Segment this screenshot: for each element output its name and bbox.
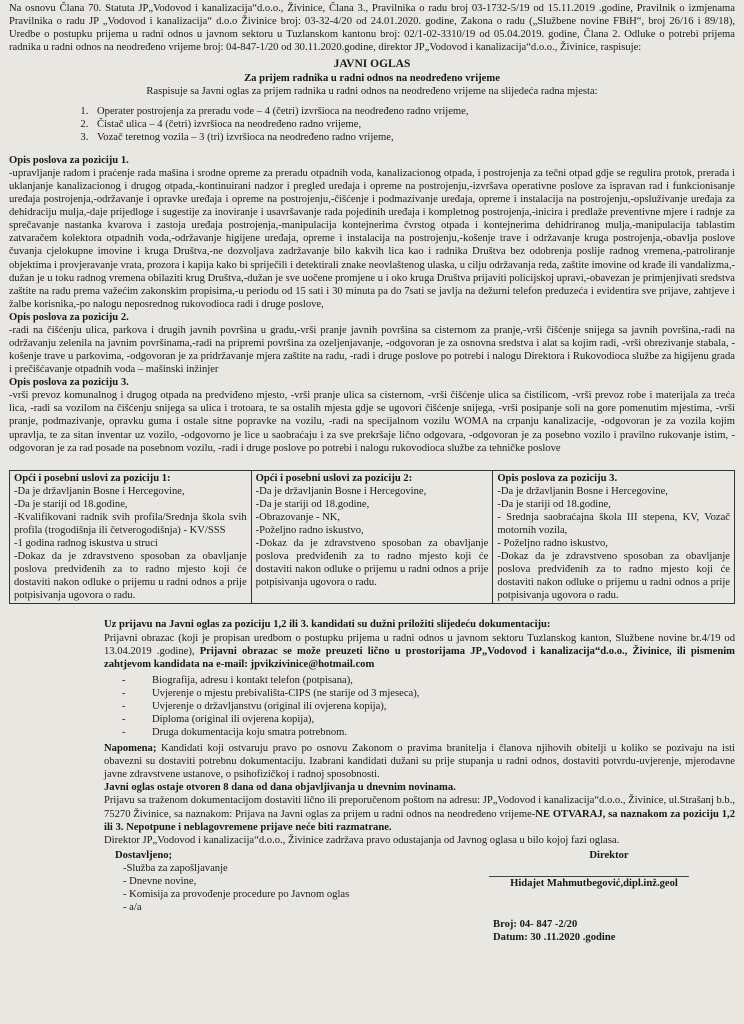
condition-line: -Poželjno radno iskustvo, <box>255 525 364 536</box>
document-item: - Uvjerenje o mjestu prebivališta-CIPS (ne starije od 3 mjeseca), <box>122 687 735 700</box>
distribution-item: - a/a <box>123 902 142 914</box>
position-item: 2. Čistač ulica – 4 (četri) izvršioca na neodređeno radno vrijeme, <box>91 118 735 131</box>
condition-line: - Srednja saobraćajna škola III stepena, KV, Vozač motornih vozila, <box>497 511 730 536</box>
duties-title: Opis poslova za poziciju 3. <box>9 377 129 389</box>
job-announcement-page <box>9 0 735 961</box>
conditions-table <box>9 470 735 605</box>
conditions-cell-position-1 <box>10 470 252 604</box>
note-paragraph <box>104 742 735 781</box>
conditions-title: Opis poslova za poziciju 3. <box>497 472 618 484</box>
condition-line: -Da je državljanin Bosne i Hercegovine, <box>497 485 668 497</box>
application-form-info: Prijavni obrazac (koji je propisan uredbom o postupku prijema u radni odnos u javnom sektoru Tuzlanskog kanton, Službene novine br.4/19 od 13.04.2019 .godine), <box>104 632 735 657</box>
conditions-title: Opći i posebni uslovi za poziciju 2: <box>255 472 413 484</box>
intro-paragraph: Na osnovu Člana 70. Statuta JP„Vodovod i kanalizacija“d.o.o., Živinice, Člana 3., Pravilnika o radu broj 03-1732-5/19 od 15.11.2019 .godine, Pravilnik o izmjenama Pravilnika o radu JP „Vodovod i kanalizacija“ d.o.o Živinice broj: 03-32-4/20 od 24.01.2020. godine, Zakona o radu („Službene novine FBiH“, broj 26/16 i 89/18), Uredbe o postupku prijema u radni odnos u javnom sektoru u Tuzlanskom kantonu broj: 02/1-02-3310/19 od 05.04.2019. godine, Člana 2. Odluke o potrebi prijema radnika u radni odnos na neodređeno vrijeme broj: 04-847-1/20 od 30.11.2020.godine, direktor JP„Vodovod i kanalizacija“d.o.o., Živinice, raspisuje: <box>9 3 735 54</box>
duties-position-2 <box>9 311 735 376</box>
condition-line: -Da je stariji od 18.godine, <box>255 498 370 510</box>
distribution-item: - Komisija za provođenje procedure po Javnom oglas <box>123 889 350 901</box>
document-item: - Druga dokumentacija koju smatra potrebnom. <box>122 726 735 739</box>
open-period-text: Javni oglas ostaje otvoren 8 dana od dana objavljivanja u dnevnim novinama. <box>104 782 456 794</box>
duties-body: -vrši prevoz komunalnog i drugog otpada na predviđeno mjesto, -vrši pranje ulica sa cisternom, -vrši čišćenje ulica sa čistilicom, -vrši prevoz robe i materijala za treća lica, -radi sa vozilom na čišćenju snijega sa ulica i trotoara, te sa ostalih mjesta gdje se ugovori čišćenje snijega, -vrši posipanje soli na gore pomenutim mjestima, -vrši pranje, podmazivanje, opravku guma i ostale sitne popravke na vozilu, -radi na specijalnom vozilu WOMA na crpanju kanalizacije, -odgovoran je za vozila kojim upravlja, te za sitan inventar uz vozilo, -odgovorno je lice u saobraćaju i za sve prekršaje lično odgovara, -odgovoran je za posebno vozilo i pravilno rukovanje istim, -odgovoran je za rad posade na posebnom vozilu, -radi i druge poslove po potrebi i nalogu rukovodioca službe za tehničke poslove <box>9 390 735 454</box>
condition-line: -Obrazovanje - NK, <box>255 511 341 523</box>
documents-list <box>104 674 735 739</box>
duties-title: Opis poslova za poziciju 2. <box>9 311 129 323</box>
condition-line: -Da je stariji od 18.godine, <box>497 498 611 510</box>
condition-line: -Dokaz da je zdravstveno sposoban za obavljanje poslova predviđenih za to radno mjesto koji će dostaviti nakon odluke o prijemu u radni odnos a prije potpisivanja ugovora o radu. <box>14 551 247 602</box>
signature-block <box>479 849 719 944</box>
documentation-heading: Uz prijavu na Javni oglas za poziciju 1,2 ili 3. kandidati su dužni priložiti slijedeću dokumentaciju: <box>104 619 551 631</box>
submission-bold-text: NE OTVARAJ, sa naznakom za poziciju 1,2 ili 3. Nepotpune i neblagovremene prijave neće biti razmatrane. <box>104 808 735 833</box>
note-label: Napomena; <box>104 743 157 755</box>
distribution-list <box>115 849 375 914</box>
distribution-label: Dostavljeno; <box>115 849 173 861</box>
condition-line: -Da je državljanin Bosne i Hercegovine, <box>14 485 185 497</box>
document-item: - Uvjerenje o državljanstvu (original ili ovjerena kopija), <box>122 700 735 713</box>
document-date: Datum: 30 .11.2020 .godine <box>493 932 616 944</box>
footer <box>9 849 735 961</box>
condition-line: -Dokaz da je zdravstveno sposoban za obavljanje poslova predviđenih za to radno mjesto koji će dostaviti nakon odluke o prijemu u radni odnos a prije potpisivanja ugovora o radu. <box>255 538 489 589</box>
director-title: Direktor <box>589 849 629 861</box>
document-item: - Biografija, adresu i kontakt telefon (potpisana), <box>122 674 735 687</box>
announcement-subtitle: Za prijem radnika u radni odnos na neodređeno vrijeme <box>244 72 500 84</box>
distribution-item: - Dnevne novine, <box>123 875 197 887</box>
condition-line: - Poželjno radno iskustvo, <box>497 538 608 550</box>
duties-body: -upravljanje radom i praćenje rada mašina i srodne opreme za preradu otpadnih voda, kanalizacionog otpada, i postrojenja za tečni otpad gdje se regulira protok, prerada i uklanjanje kanalizacionog i drugog otpada,-kontinuirani nadzor i pregled uređaja i opreme na postrojenju,-izvršava operativne poslove za ispravan rad i funkcionisanje uređaja postrojenja,-održavanje i opravke uređaja i opreme na postrojenju,-čišćenje i podmazivanje uređaja, opreme i instalacija na postrojenju,-opsluživanje uređaja za dehidraciju mulja,-daje prijedloge i sugestije za inoviranje i usavršavanje rada pojedinih uređaja i kompletnog postrojenja,-inicira i predlaže preventivne mjere i radnje za sprečavanje nastanka kvarova i zastoja uređaja postrojenja,-manipulacija kontejnerima čvrstog otpada i kontejnerima dehidriranog mulja,-manipulacija tablastim zatvaračem kolektora otpadnih voda,-održavanje higijene uređaja, opreme i instalacija na postrojenju,-košenje trave i održavanje kruga postrojenja,-obavlja poslove čuvanja cjelokupne imovine i kruga Društva,-ne dozvoljava zadržavanje bilo kakvih lica kao i radnika Društva bez odobrenja poslije radnog vremena,-patroliranje objektima i provjeravanje vrata, prozora i kapija kako bi spriječili i detektirali znake neovlaštenog ulaska, u cilju održavanja reda, zaštite imovine od krađe ili vandalizma,-dužan je u toku radnog vremena obilaziti krug Društva,-dužan je sve uočene promjene u i oko kruga Društva prijaviti policijskoj upravi,-obavezan je primjenjivati sredstva zaštite na radu prema važećim zakonskim propisima,-u periodu od 15 sati i 30 minuta pa do 7sati se javlja na dežurni telefon preduzeća i evidentira sve prijave, zahtjeve i žalbe korisnika,-po nalogu neposrednog rukovodioca radi i druge poslove, <box>9 167 735 310</box>
announcement-title: JAVNI OGLAS <box>333 58 411 71</box>
director-name: Hidajet Mahmutbegović,dipl.inž.geol <box>510 877 678 889</box>
application-form-email-info: Prijavni obrazac se može preuzeti lično u prostorijama JP„Vodovod i kanalizacija“d.o.o., Živinice, ili pismenim zahtjevom kandidata na e-mail: jpvikzivinice@hotmail.com <box>104 645 735 670</box>
conditions-cell-position-2 <box>251 470 493 604</box>
condition-line: -Da je stariji od 18.godine, <box>14 498 128 510</box>
submission-paragraph <box>104 794 735 833</box>
duties-body: -radi na čišćenju ulica, parkova i drugih javnih površina u gradu,-vrši pranje javnih površina sa cisternom za pranje,-vrši čišćenje snijega sa javnih površina,-radi na održavanju zelenila na javnim površinama,-radi na pripremi površina za ozeljenjavanje, -odgovoran je za osnovna sredstva i alat sa kojim radi, -vrši obrezivanje stabala, -košenje trave u parkovima, -odgovoran je za pridržavanje mjera zaštite na radu, -radi i druge poslove po potrebi i nalogu Direktora i Rukovodioca službe za higijenu grada i prečišćavanje otpadnih voda – mašinski inžinjer <box>9 324 735 376</box>
position-item: 1. Operater postrojenja za preradu vode – 4 (četri) izvršioca na neodređeno radno vrijeme, <box>91 105 735 118</box>
note-text: Kandidati koji ostvaruju pravo po osnovu Zakonom o pravima branitelja i članova njihovih obitelji u koliko se pozivaju na isti obavezni su dostaviti potrebnu dokumentaciju. Izabrani kandidati dužani su prije stupanja u radni odnos, dostaviti potvrdu-uvjerenje, mjerodavne javne zdravstvene ustanove, o psihofizičkoj i radnoj sposobnosti. <box>104 743 735 781</box>
positions-list <box>9 105 735 144</box>
condition-line: -Da je državljanin Bosne i Hercegovine, <box>255 485 427 497</box>
document-number: Broj: 04- 847 -2/20 <box>493 918 578 930</box>
condition-line: -Dokaz da je zdravstveno sposoban za obavljanje poslova predviđenih za to radno mjesto koji će dostaviti nakon odluke o prijemu u radni odnos a prije potpisivanja ugovora o radu. <box>497 551 730 602</box>
reservation-text: Direktor JP„Vodovod i kanalizacija“d.o.o., Živinice zadržava pravo odustajanja od Javnog oglasa u bilo kojoj fazi oglasa. <box>104 834 620 846</box>
conditions-title: Opći i posebni uslovi za poziciju 1: <box>14 472 171 484</box>
submission-text: Prijavu sa traženom dokumentacijom dostaviti lično ili preporučenom poštom na adresu: JP„Vodovod i kanalizacija“d.o.o., Živinice, ul.Strašanj b.b., 75270 Živinice, sa naznakom: Prijava na Javni oglas za prijem u radni odnos na neodređeno vrijeme- <box>104 795 735 820</box>
distribution-item: -Služba za zapošljavanje <box>123 862 228 874</box>
duties-position-3 <box>9 376 735 454</box>
document-references <box>493 918 719 944</box>
duties-title: Opis poslova za poziciju 1. <box>9 154 129 166</box>
conditions-cell-position-3 <box>493 470 735 604</box>
condition-line: -Kvalifikovani radnik svih profila/Srednja škola svih profila (trogodišnja ili četverogodišnja) - KV/SSS <box>14 511 247 536</box>
duties-position-1 <box>9 154 735 311</box>
documentation-section <box>104 618 735 846</box>
condition-line: -1 godina radnog iskustva u struci <box>14 538 158 550</box>
application-form-text <box>104 632 735 671</box>
announcement-lead: Raspisuje sa Javni oglas za prijem radnika u radni odnos na neodređeno vrijeme na slijedeća radna mjesta: <box>146 85 598 97</box>
document-item: - Diploma (original ili ovjerena kopija), <box>122 713 735 726</box>
position-item: 3. Vozač teretnog vozila – 3 (tri) izvršioca na neodređeno radno vrijeme, <box>91 131 735 144</box>
